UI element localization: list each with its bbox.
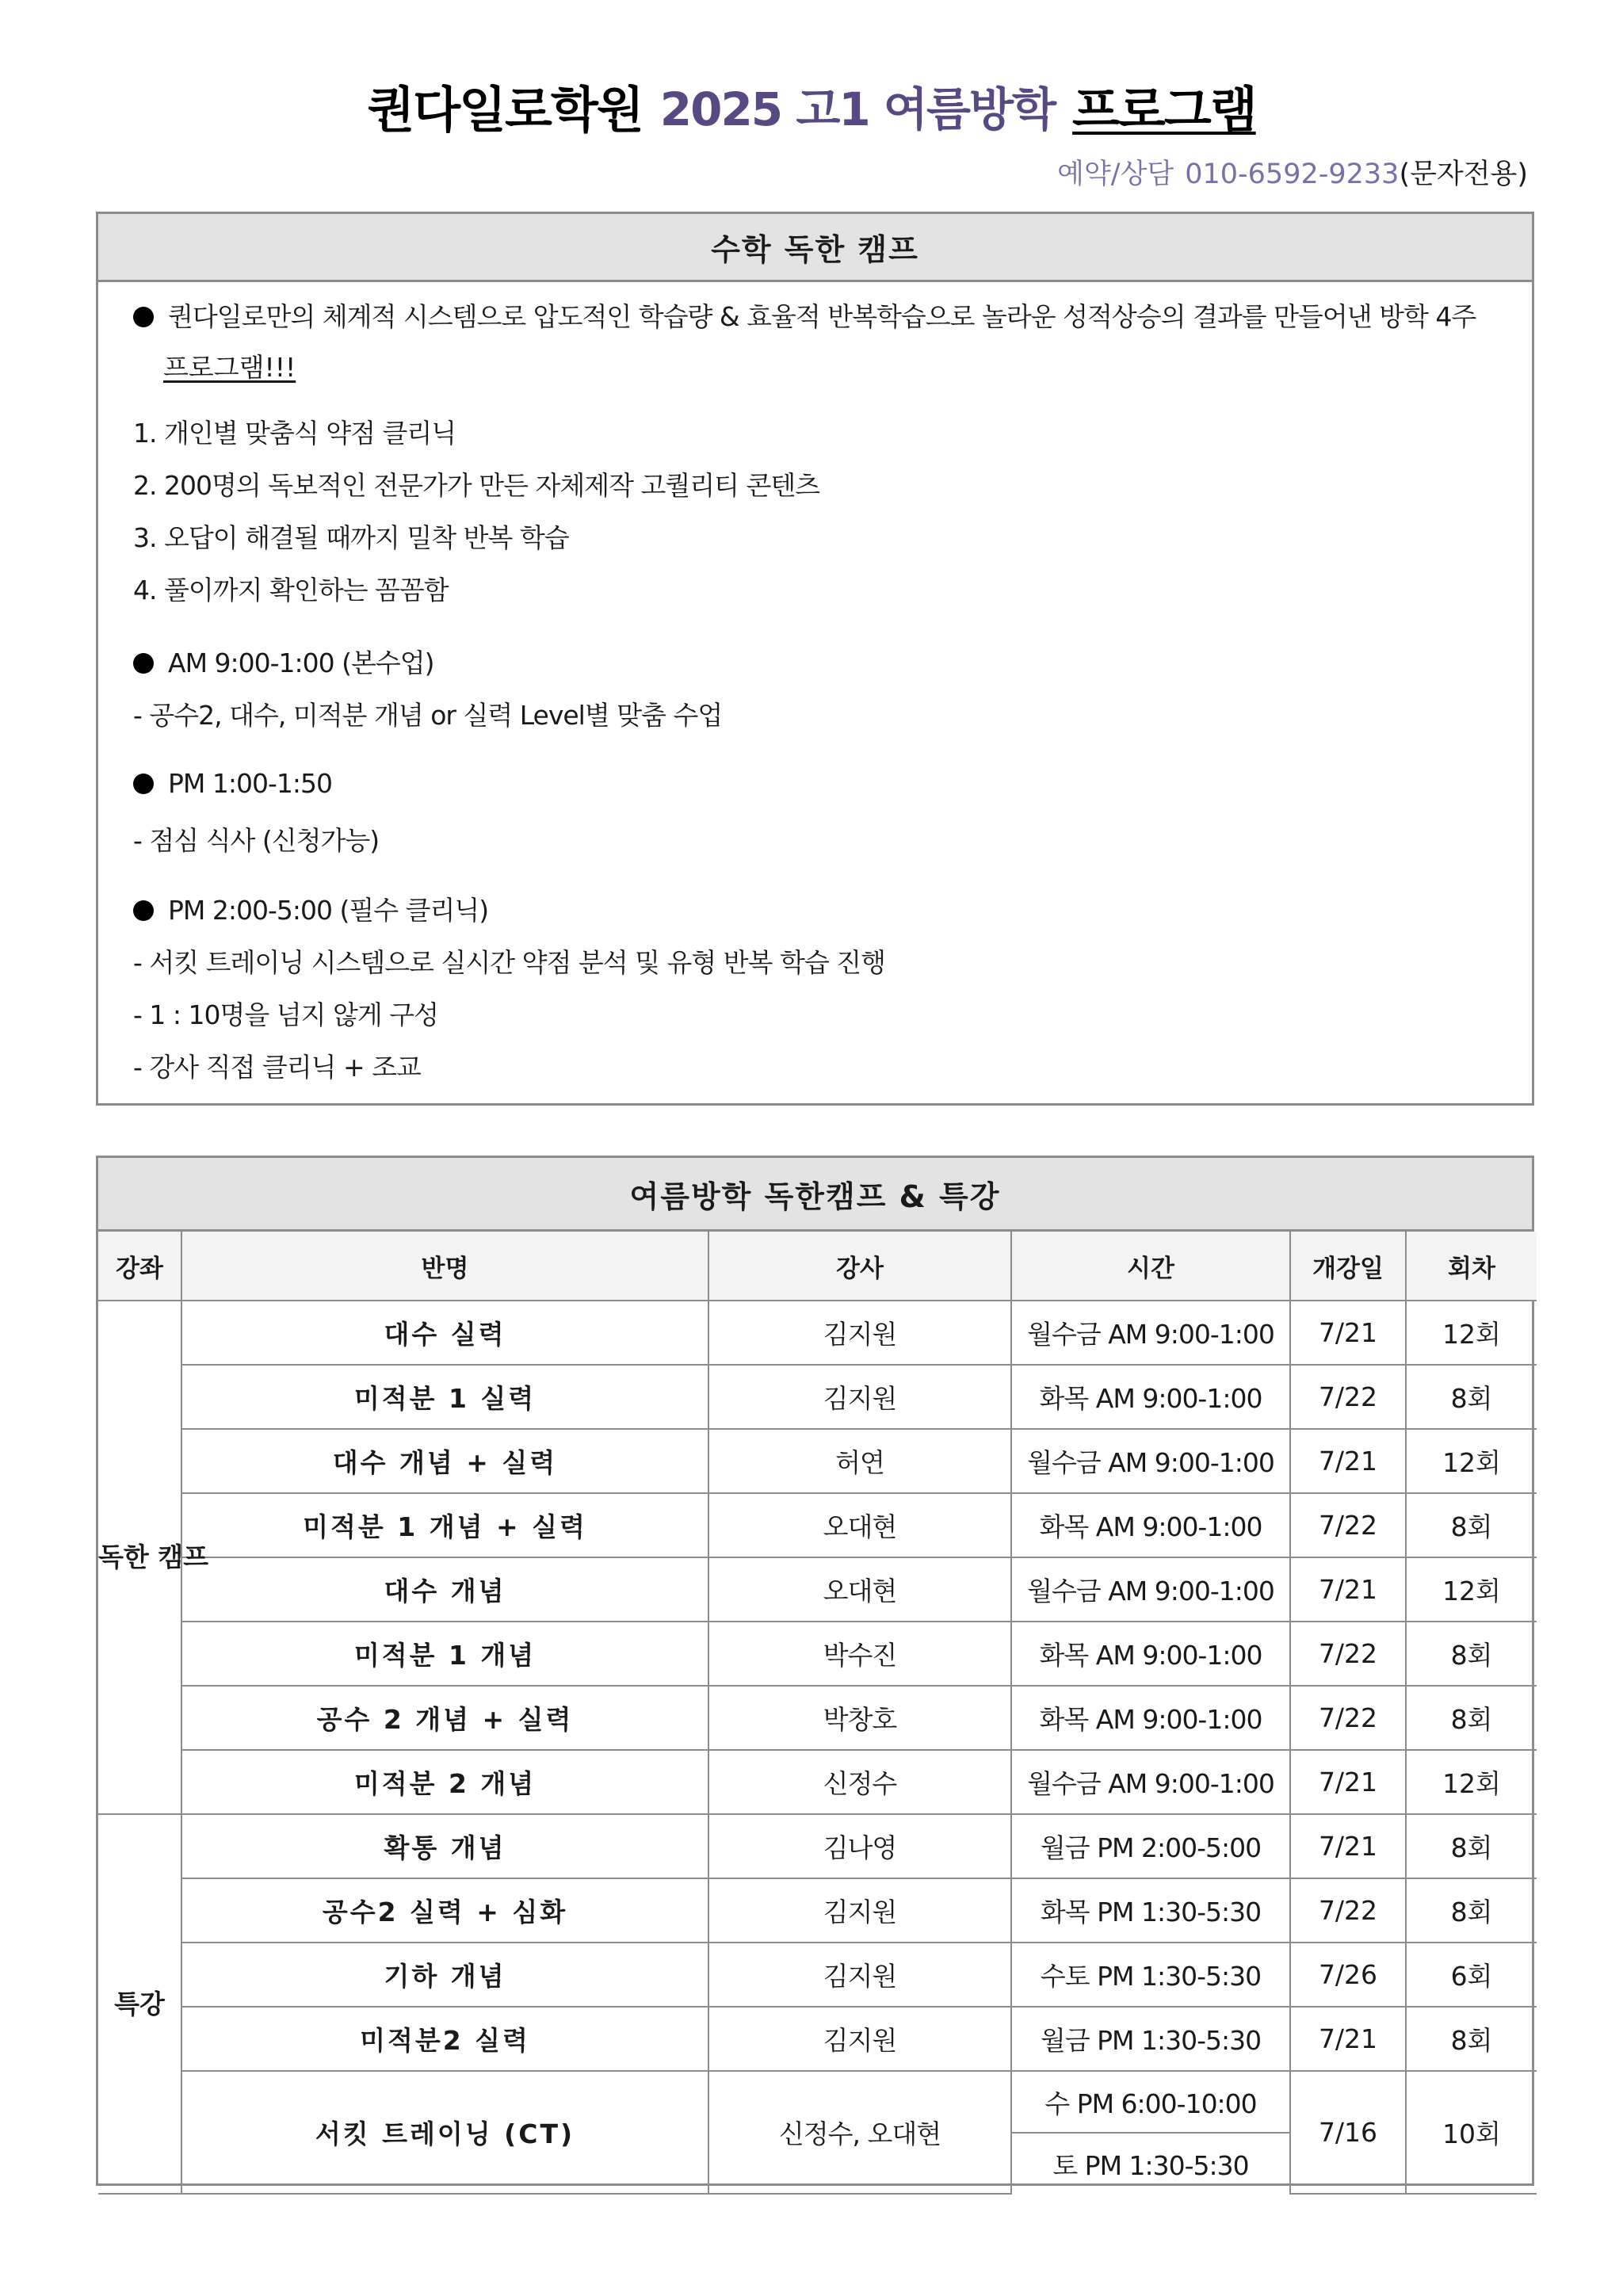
teacher-cell: 김지원 (708, 1301, 1011, 1365)
time-cell: 수 PM 6:00-10:00 (1011, 2071, 1290, 2133)
program-suffix: 프로그램 (1072, 80, 1256, 139)
start-date-cell: 7/22 (1290, 1622, 1406, 1686)
session-count-cell: 8회 (1406, 1622, 1537, 1686)
feature-item: 3. 오답이 해결될 때까지 밀착 반복 학습 (133, 522, 569, 553)
session-count-cell: 12회 (1406, 1750, 1537, 1814)
schedule-title: 여름방학 독한캠프 & 특강 (98, 1158, 1532, 1232)
session-count-cell: 8회 (1406, 1814, 1537, 1878)
academy-name: 퀀다일로학원 (367, 80, 643, 139)
bullet-icon (133, 774, 154, 794)
contact-phone: 010-6592-9233 (1185, 159, 1400, 190)
time-cell: 토 PM 1:30-5:30 (1011, 2133, 1290, 2194)
page-title (0, 70, 1623, 141)
feature-item: 4. 풀이까지 확인하는 꼼꼼함 (133, 575, 449, 606)
class-cell: 미적분 1 실력 (181, 1365, 708, 1429)
time-cell: 화목 AM 9:00-1:00 (1011, 1686, 1290, 1750)
teacher-cell: 김지원 (708, 2007, 1011, 2071)
contact-label: 예약/상담 (1057, 159, 1174, 190)
table-row (98, 1365, 1537, 1429)
class-cell: 서킷 트레이닝 (CT) (181, 2071, 708, 2194)
class-cell: 미적분 2 개념 (181, 1750, 708, 1814)
session-count-cell: 12회 (1406, 1301, 1537, 1365)
class-cell: 대수 개념 + 실력 (181, 1429, 708, 1493)
time-cell: 월수금 AM 9:00-1:00 (1011, 1301, 1290, 1365)
lunch-session-title: PM 1:00-1:50 (133, 768, 332, 799)
time-cell: 화목 AM 9:00-1:00 (1011, 1493, 1290, 1557)
class-cell: 대수 실력 (181, 1301, 708, 1365)
col-header-category: 강좌 (98, 1232, 181, 1301)
feature-item: 1. 개인별 맞춤식 약점 클리닉 (133, 418, 456, 449)
am-session-detail: - 공수2, 대수, 미적분 개념 or 실력 Level별 맞춤 수업 (133, 700, 723, 731)
table-row (98, 1750, 1537, 1814)
table-row (98, 1493, 1537, 1557)
time-cell: 화목 PM 1:30-5:30 (1011, 1878, 1290, 1943)
contact-info (1057, 152, 1528, 192)
start-date-cell: 7/21 (1290, 1301, 1406, 1365)
session-count-cell: 8회 (1406, 1365, 1537, 1429)
session-count-cell: 8회 (1406, 1493, 1537, 1557)
table-row (98, 2071, 1537, 2133)
bullet-icon (133, 653, 154, 674)
time-cell: 월수금 AM 9:00-1:00 (1011, 1750, 1290, 1814)
lunch-session-detail: - 점심 식사 (신청가능) (133, 825, 380, 856)
table-row (98, 1943, 1537, 2007)
schedule-section (96, 1156, 1534, 2186)
table-row (98, 2007, 1537, 2071)
time-cell: 월수금 AM 9:00-1:00 (1011, 1429, 1290, 1493)
class-cell: 미적분 1 개념 (181, 1622, 708, 1686)
table-row (98, 1878, 1537, 1943)
class-cell: 대수 개념 (181, 1557, 708, 1622)
time-cell: 화목 AM 9:00-1:00 (1011, 1622, 1290, 1686)
start-date-cell: 7/21 (1290, 1750, 1406, 1814)
camp-intro (133, 296, 1476, 334)
table-row (98, 1686, 1537, 1750)
contact-note: (문자전용) (1399, 159, 1528, 190)
bullet-icon (133, 307, 154, 327)
table-header-row (98, 1232, 1537, 1301)
start-date-cell: 7/21 (1290, 1814, 1406, 1878)
pm-session-title: PM 2:00-5:00 (필수 클리닉) (133, 890, 488, 927)
session-count-cell: 8회 (1406, 2007, 1537, 2071)
camp-section-title: 수학 독한 캠프 (98, 214, 1532, 282)
time-cell: 월금 PM 2:00-5:00 (1011, 1814, 1290, 1878)
start-date-cell: 7/21 (1290, 1557, 1406, 1622)
session-count-cell: 8회 (1406, 1686, 1537, 1750)
program-name: 2025 고1 여름방학 (659, 82, 1056, 136)
camp-intro-continued: 프로그램!!! (163, 352, 296, 383)
session-count-cell: 8회 (1406, 1878, 1537, 1943)
col-header-class: 반명 (181, 1232, 708, 1301)
session-count-cell: 12회 (1406, 1429, 1537, 1493)
start-date-cell: 7/22 (1290, 1493, 1406, 1557)
teacher-cell: 박창호 (708, 1686, 1011, 1750)
col-header-teacher: 강사 (708, 1232, 1011, 1301)
teacher-cell: 김지원 (708, 1365, 1011, 1429)
class-cell: 공수2 실력 + 심화 (181, 1878, 708, 1943)
table-row (98, 1622, 1537, 1686)
start-date-cell: 7/22 (1290, 1365, 1406, 1429)
bullet-icon (133, 900, 154, 921)
teacher-cell: 박수진 (708, 1622, 1011, 1686)
camp-section (96, 212, 1534, 1106)
pm-session-detail: - 서킷 트레이닝 시스템으로 실시간 약점 분석 및 유형 반복 학습 진행 (133, 947, 886, 978)
class-cell: 공수 2 개념 + 실력 (181, 1686, 708, 1750)
table-row (98, 1557, 1537, 1622)
teacher-cell: 김나영 (708, 1814, 1011, 1878)
start-date-cell: 7/16 (1290, 2071, 1406, 2194)
teacher-cell: 김지원 (708, 1878, 1011, 1943)
class-cell: 미적분 1 개념 + 실력 (181, 1493, 708, 1557)
session-count-cell: 12회 (1406, 1557, 1537, 1622)
time-cell: 수토 PM 1:30-5:30 (1011, 1943, 1290, 2007)
teacher-cell: 오대현 (708, 1557, 1011, 1622)
class-cell: 확통 개념 (181, 1814, 708, 1878)
pm-session-detail: - 1 : 10명을 넘지 않게 구성 (133, 999, 438, 1030)
camp-intro-text: 퀀다일로만의 체계적 시스템으로 압도적인 학습량 & 효율적 반복학습으로 놀라운 성적상승의 결과를 만들어낸 방학 4주 (168, 301, 1476, 332)
pm-session-detail: - 강사 직접 클리닉 + 조교 (133, 1052, 421, 1083)
category-cell-camp: 독한 캠프 (98, 1301, 181, 1814)
start-date-cell: 7/26 (1290, 1943, 1406, 2007)
start-date-cell: 7/22 (1290, 1878, 1406, 1943)
teacher-cell: 신정수, 오대현 (708, 2071, 1011, 2194)
teacher-cell: 신정수 (708, 1750, 1011, 1814)
start-date-cell: 7/22 (1290, 1686, 1406, 1750)
time-cell: 월금 PM 1:30-5:30 (1011, 2007, 1290, 2071)
table-row (98, 1429, 1537, 1493)
col-header-time: 시간 (1011, 1232, 1290, 1301)
teacher-cell: 허연 (708, 1429, 1011, 1493)
table-row (98, 1301, 1537, 1365)
start-date-cell: 7/21 (1290, 1429, 1406, 1493)
category-cell-special: 특강 (98, 1814, 181, 2194)
feature-item: 2. 200명의 독보적인 전문가가 만든 자체제작 고퀄리티 콘텐츠 (133, 470, 820, 501)
session-count-cell: 6회 (1406, 1943, 1537, 2007)
start-date-cell: 7/21 (1290, 2007, 1406, 2071)
table-row (98, 1814, 1537, 1878)
class-cell: 기하 개념 (181, 1943, 708, 2007)
col-header-count: 회차 (1406, 1232, 1537, 1301)
session-count-cell: 10회 (1406, 2071, 1537, 2194)
time-cell: 월수금 AM 9:00-1:00 (1011, 1557, 1290, 1622)
class-cell: 미적분2 실력 (181, 2007, 708, 2071)
col-header-start: 개강일 (1290, 1232, 1406, 1301)
teacher-cell: 김지원 (708, 1943, 1011, 2007)
am-session-title: AM 9:00-1:00 (본수업) (133, 643, 434, 680)
teacher-cell: 오대현 (708, 1493, 1011, 1557)
schedule-table (98, 1232, 1537, 2195)
time-cell: 화목 AM 9:00-1:00 (1011, 1365, 1290, 1429)
